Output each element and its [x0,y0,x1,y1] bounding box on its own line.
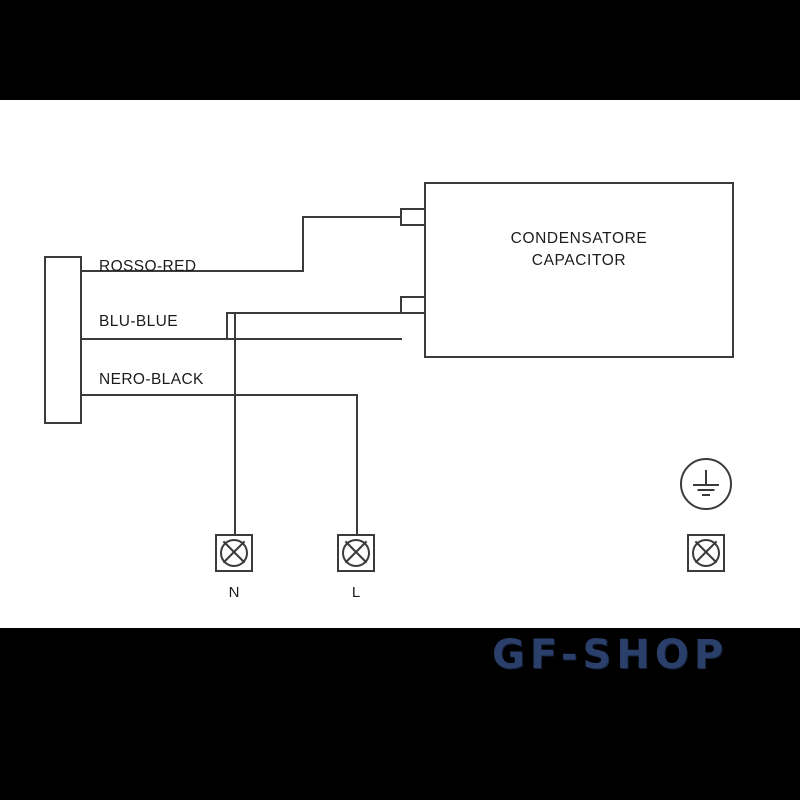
wire-blue-seg1 [82,338,402,340]
capacitor-label-line2: CAPACITOR [531,252,627,269]
capacitor-label [424,228,734,272]
wire-red-seg3 [302,216,402,218]
wire-blue-branch [226,312,404,314]
wire-black-seg1 [82,394,358,396]
earth-bar-2 [698,489,715,491]
earth-ground-icon [680,458,732,510]
watermark-text: GF-SHOP [492,632,729,678]
motor-terminal-block [44,256,82,424]
wiring-diagram [0,100,800,628]
capacitor-terminal-top [400,208,426,226]
wire-label-blue: BLU-BLUE [99,313,179,330]
terminal-label-neutral: N [228,584,240,601]
terminal-spare [687,534,725,572]
earth-stem [705,470,707,484]
wire-blue-to-neutral [234,312,236,534]
earth-bar-3 [702,494,710,496]
letterbox-top [0,0,800,100]
wire-red-seg2 [302,216,304,272]
wire-blue-seg2 [226,314,228,338]
wire-black-seg2 [356,394,358,534]
terminal-neutral [215,534,253,572]
terminal-label-line: L [351,584,361,601]
capacitor-label-line1: CONDENSATORE [510,230,648,247]
wire-label-red: ROSSO-RED [99,258,197,275]
earth-bar-1 [693,484,719,486]
terminal-line [337,534,375,572]
wire-label-black: NERO-BLACK [99,371,204,388]
